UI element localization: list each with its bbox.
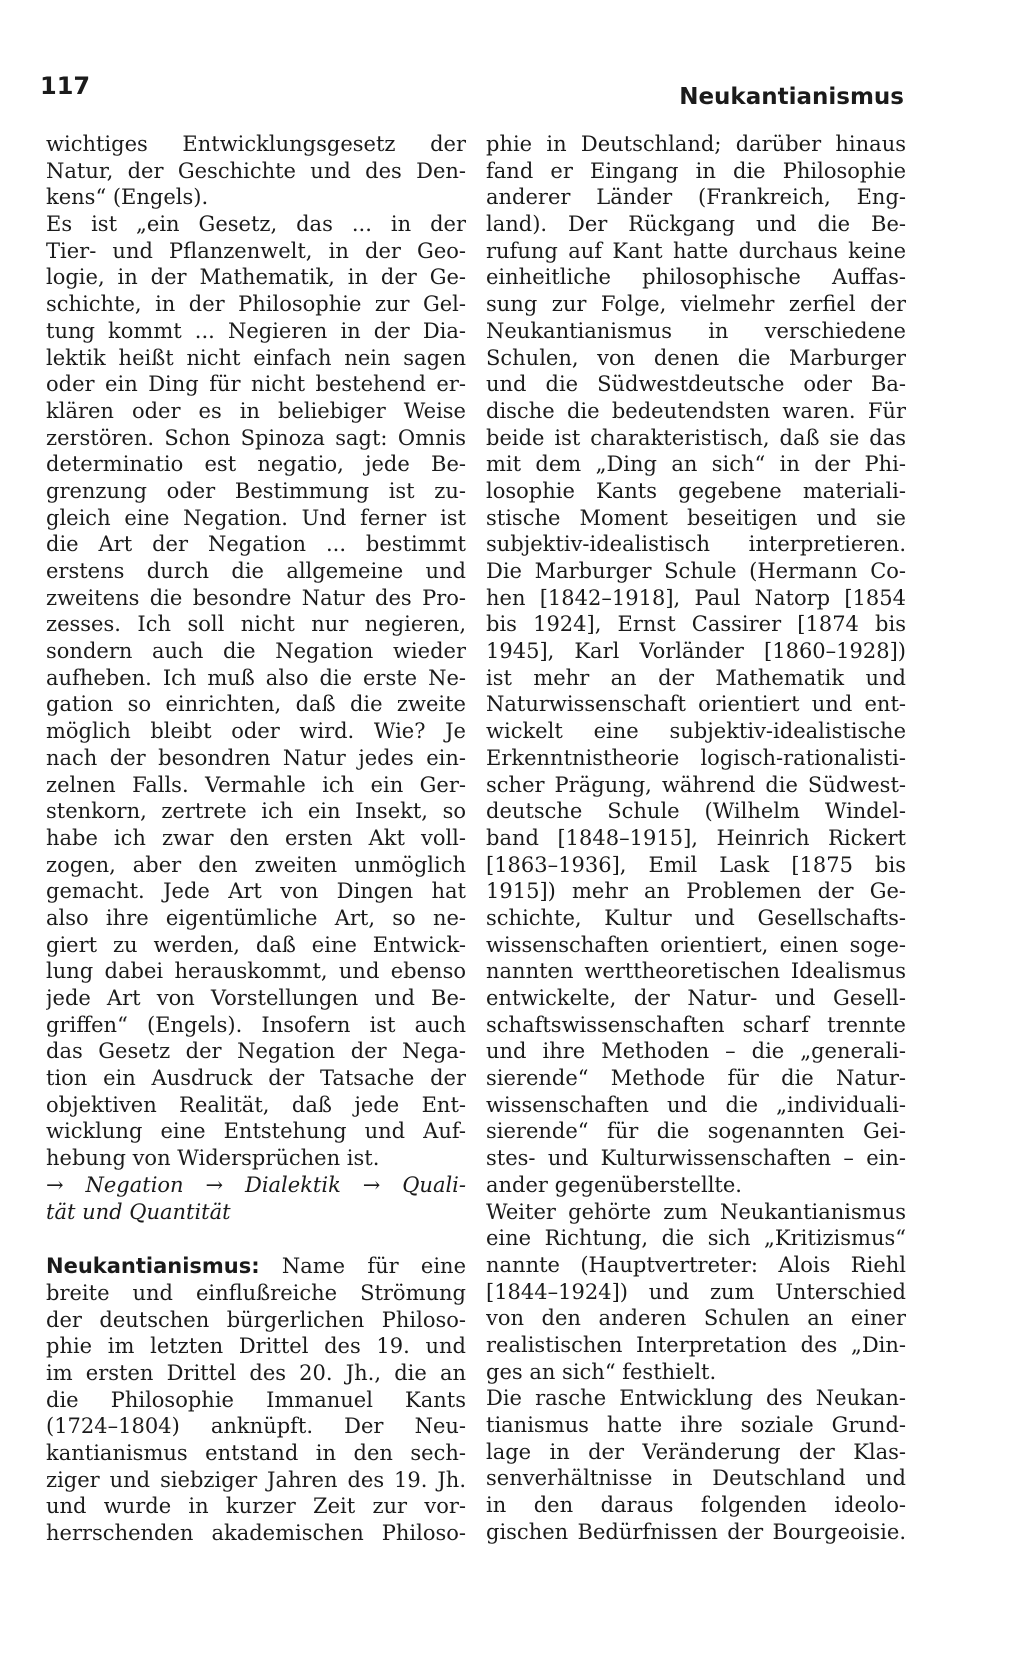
text-line: wissenschaften und die „individuali- — [486, 1092, 906, 1117]
text-line: [1863–1936], Emil Lask [1875 bis — [486, 852, 906, 877]
text-line: determinatio est negatio, jede Be- — [46, 452, 466, 477]
text-line: wicklung eine Entstehung und Auf- — [46, 1119, 466, 1144]
dialectic-continuation — [46, 131, 466, 1172]
text-line: schaftswissenschaften scharf trennte — [486, 1012, 906, 1037]
text-line: tung kommt ... Negieren in der Dia- — [46, 318, 466, 343]
text-line: zogen, aber den zweiten unmöglich — [46, 852, 466, 877]
text-line: tion ein Ausdruck der Tatsache der — [46, 1066, 466, 1091]
text-line: Tier- und Pflanzenwelt, in der Geo- — [46, 238, 466, 263]
text-line: kens“ (Engels). — [46, 185, 209, 210]
text-line: sondern auch die Negation wieder — [46, 639, 466, 664]
text-line: sung zur Folge, vielmehr zerfiel der — [486, 292, 906, 317]
text-line: bis 1924], Ernst Cassirer [1874 bis — [486, 612, 906, 637]
cross-reference-line: tät und Quantität — [46, 1199, 231, 1224]
text-line: zweitens die besondre Natur des Pro- — [46, 585, 466, 610]
text-line: ander gegenüberstellte. — [486, 1172, 742, 1197]
text-line: und die Südwestdeutsche oder Ba- — [486, 372, 906, 397]
page-number: 117 — [40, 72, 91, 100]
text-line: gischen Bedürfnissen der Bourgeoisie. — [486, 1519, 906, 1544]
text-line: ziger und siebziger Jahren des 19. Jh. — [46, 1467, 466, 1492]
text-line: gleich eine Negation. Und ferner ist — [46, 505, 466, 530]
text-line: nach der besondren Natur jedes ein- — [46, 745, 466, 770]
text-line: subjektiv-idealistisch interpretieren. — [486, 532, 906, 557]
text-line: [1844–1924]) und zum Unterschied — [486, 1279, 906, 1304]
text-line: nannten werttheoretischen Idealismus — [486, 959, 906, 984]
text-line: (1724–1804) anknüpft. Der Neu- — [46, 1414, 466, 1439]
text-line: fand er Eingang in die Philosophie — [486, 158, 906, 183]
text-line: also ihre eigentümliche Art, so ne- — [46, 905, 466, 930]
text-line: das Gesetz der Negation der Nega- — [46, 1039, 466, 1064]
text-line: lung dabei herauskommt, und ebenso — [46, 959, 466, 984]
text-line: deutsche Schule (Wilhelm Windel- — [486, 799, 906, 824]
running-head: Neukantianismus — [679, 84, 904, 110]
text-line: aufheben. Ich muß also die erste Ne- — [46, 665, 466, 690]
text-line: Weiter gehörte zum Neukantianismus — [486, 1199, 906, 1224]
text-line: jede Art von Vorstellungen und Be- — [46, 986, 466, 1010]
text-line: lektik heißt nicht einfach nein sagen — [46, 345, 466, 370]
text-line: phie in Deutschland; darüber hinaus — [486, 132, 906, 156]
entry-first-line-text: Name für eine — [259, 1254, 466, 1279]
text-line: griffen“ (Engels). Insofern ist auch — [46, 1012, 466, 1037]
text-line: lage in der Veränderung der Klas- — [486, 1439, 906, 1464]
text-line: wickelt eine subjektiv-idealistische — [486, 719, 906, 744]
text-line: herrschenden akademischen Philoso- — [46, 1521, 466, 1546]
text-line: Naturwissenschaft orientiert und ent- — [486, 692, 906, 717]
text-line: sierende“ für die sogenannten Gei- — [486, 1119, 906, 1144]
right-column — [486, 131, 906, 1545]
entry-body — [46, 1280, 466, 1547]
text-line: eine Richtung, die sich „Kritizismus“ — [486, 1226, 906, 1251]
text-line: Neukantianismus in verschiedene — [486, 318, 906, 343]
text-line: band [1848–1915], Heinrich Rickert — [486, 825, 906, 850]
text-line: stes- und Kulturwissenschaften – ein- — [486, 1146, 906, 1171]
text-line: hen [1842–1918], Paul Natorp [1854 — [486, 585, 906, 610]
text-line: möglich bleibt oder wird. Wie? Je — [46, 719, 466, 744]
text-line: zesses. Ich soll nicht nur negieren, — [46, 612, 466, 637]
text-line: objektiven Realität, daß jede Ent- — [46, 1092, 466, 1117]
text-line: Natur, der Geschichte und des Den- — [46, 158, 466, 183]
text-line: giert zu werden, daß eine Entwick- — [46, 932, 466, 957]
text-line: scher Prägung, während die Südwest- — [486, 772, 906, 797]
text-line: dische die bedeutendsten waren. Für — [486, 398, 906, 423]
text-line: oder ein Ding für nicht bestehend er- — [46, 372, 466, 397]
text-line: phie im letzten Drittel des 19. und — [46, 1334, 466, 1359]
text-line: erstens durch die allgemeine und — [46, 559, 466, 583]
left-column — [46, 131, 466, 1547]
text-line: zelnen Falls. Vermahle ich ein Ger- — [46, 772, 466, 797]
text-line: mit dem „Ding an sich“ in der Phi- — [486, 452, 906, 477]
text-line: ges an sich“ festhielt. — [486, 1359, 717, 1384]
text-line: die Philosophie Immanuel Kants — [46, 1387, 466, 1412]
text-line: schichte, in der Philosophie zur Gel- — [46, 292, 466, 317]
text-line: zerstören. Schon Spinoza sagt: Omnis — [46, 425, 466, 450]
entry-first-line — [46, 1253, 466, 1280]
text-line: der deutschen bürgerlichen Philoso- — [46, 1307, 466, 1332]
text-line: Die rasche Entwicklung des Neukan- — [486, 1386, 906, 1411]
text-line: wissenschaften orientiert, einen soge- — [486, 932, 906, 957]
text-line: 1945], Karl Vorländer [1860–1928]) — [486, 639, 906, 664]
text-line: von den anderen Schulen an einer — [486, 1306, 906, 1331]
text-line: land). Der Rückgang und die Be- — [486, 212, 906, 237]
text-line: stenkorn, zertrete ich ein Insekt, so — [46, 799, 466, 824]
text-line: einheitliche philosophische Auffas- — [486, 265, 906, 290]
text-line: Erkenntnistheorie logisch-rationalisti- — [486, 745, 906, 770]
text-line: Schulen, von denen die Marburger — [486, 345, 906, 370]
text-line: sierende“ Methode für die Natur- — [486, 1066, 906, 1091]
cross-reference-line: → Negation → Dialektik → Quali- — [46, 1172, 466, 1197]
text-line: senverhältnisse in Deutschland und — [486, 1466, 906, 1491]
text-line: stische Moment beseitigen und sie — [486, 505, 906, 530]
text-line: logie, in der Mathematik, in der Ge- — [46, 265, 466, 290]
text-line: beide ist charakteristisch, daß sie das — [486, 425, 906, 450]
text-line: rufung auf Kant hatte durchaus keine — [486, 238, 906, 263]
text-line: in den daraus folgenden ideolo- — [486, 1493, 906, 1518]
text-line: kantianismus entstand in den sech- — [46, 1441, 466, 1465]
text-line: breite und einflußreiche Strömung — [46, 1280, 466, 1305]
text-line: entwickelte, der Natur- und Gesell- — [486, 986, 906, 1010]
text-line: wichtiges Entwicklungsgesetz der — [46, 132, 466, 156]
cross-reference — [46, 1172, 466, 1225]
text-line: grenzung oder Bestimmung ist zu- — [46, 478, 466, 503]
text-line: 1915]) mehr an Problemen der Ge- — [486, 879, 906, 904]
text-line: gemacht. Jede Art von Dingen hat — [46, 879, 466, 904]
text-line: und ihre Methoden – die „generali- — [486, 1039, 906, 1064]
text-line: ist mehr an der Mathematik und — [486, 665, 906, 690]
text-line: Es ist „ein Gesetz, das ... in der — [46, 212, 466, 237]
text-line: gation so einrichten, daß die zweite — [46, 692, 466, 717]
text-line: Die Marburger Schule (Hermann Co- — [486, 559, 906, 583]
text-line: habe ich zwar den ersten Akt voll- — [46, 825, 466, 850]
text-line: realistischen Interpretation des „Din- — [486, 1332, 906, 1357]
text-line: und wurde in kurzer Zeit zur vor- — [46, 1494, 466, 1519]
text-line: die Art der Negation ... bestimmt — [46, 532, 466, 557]
text-line: schichte, Kultur und Gesellschafts- — [486, 905, 906, 930]
text-line: losophie Kants gegebene materiali- — [486, 478, 906, 503]
text-line: im ersten Drittel des 20. Jh., die an — [46, 1360, 466, 1385]
text-line: hebung von Widersprüchen ist. — [46, 1146, 380, 1171]
text-line: klären oder es in beliebiger Weise — [46, 398, 466, 423]
entry-headword: Neukantianismus: — [46, 1254, 260, 1279]
text-line: tianismus hatte ihre soziale Grund- — [486, 1413, 906, 1437]
text-line: nannte (Hauptvertreter: Alois Riehl — [486, 1252, 906, 1277]
text-line: anderer Länder (Frankreich, Eng- — [486, 185, 906, 210]
